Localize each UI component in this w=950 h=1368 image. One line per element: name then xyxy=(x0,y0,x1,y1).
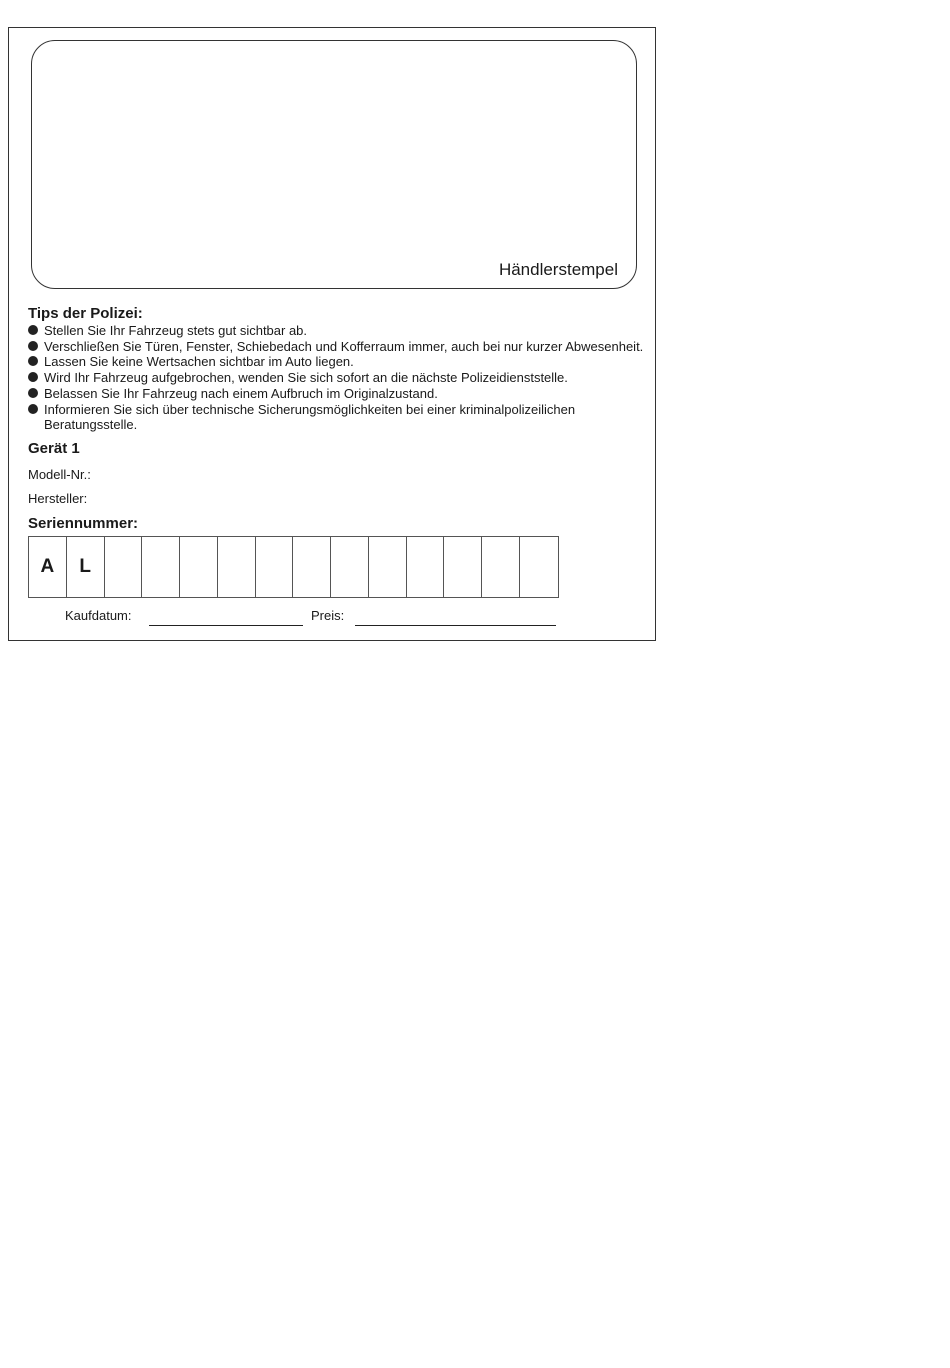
serial-digit-cell[interactable] xyxy=(331,537,369,597)
tips-list xyxy=(28,323,658,433)
serial-digit-cell[interactable]: A xyxy=(29,537,67,597)
bullet-icon xyxy=(28,356,38,366)
tip-item xyxy=(28,370,658,386)
tip-item xyxy=(28,386,658,402)
tip-text: Verschließen Sie Türen, Fenster, Schiebedach und Kofferraum immer, auch bei nur kurzer Abwesenheit. xyxy=(44,338,644,354)
serial-digit-cell[interactable] xyxy=(520,537,558,597)
tips-title: Tips der Polizei: xyxy=(28,305,143,322)
serial-digit-cell[interactable] xyxy=(256,537,294,597)
tip-text: Lassen Sie keine Wertsachen sichtbar im Auto liegen. xyxy=(44,354,354,370)
tip-item xyxy=(28,402,658,433)
model-number-label: Modell-Nr.: xyxy=(28,467,91,482)
device-title: Gerät 1 xyxy=(28,440,80,457)
price-line xyxy=(355,625,556,626)
tip-item xyxy=(28,323,658,339)
bullet-icon xyxy=(28,372,38,382)
price-label: Preis: xyxy=(311,608,345,623)
bullet-icon xyxy=(28,325,38,335)
bullet-icon xyxy=(28,404,38,414)
serial-number-title: Seriennummer: xyxy=(28,515,139,532)
serial-digit-cell[interactable] xyxy=(407,537,445,597)
manufacturer-label: Hersteller: xyxy=(28,491,88,506)
serial-digit-cell[interactable] xyxy=(482,537,520,597)
dealer-stamp-label: Händlerstempel xyxy=(498,260,618,279)
purchase-date-line xyxy=(149,625,303,626)
serial-digit-cell[interactable]: L xyxy=(67,537,105,597)
purchase-date-label: Kaufdatum: xyxy=(65,608,132,623)
tip-text: Informieren Sie sich über technische Sicherungsmöglichkeiten bei einer kriminalpolizeilichen Beratungsstelle. xyxy=(44,401,576,433)
serial-digit-cell[interactable] xyxy=(180,537,218,597)
tip-text: Wird Ihr Fahrzeug aufgebrochen, wenden Sie sich sofort an die nächste Polizeidienststelle. xyxy=(44,370,568,386)
serial-digit-cell[interactable] xyxy=(293,537,331,597)
tip-item xyxy=(28,339,658,355)
serial-digit-cell[interactable] xyxy=(218,537,256,597)
serial-digit-cell[interactable] xyxy=(444,537,482,597)
serial-digit-cell[interactable] xyxy=(142,537,180,597)
tip-item xyxy=(28,354,658,370)
serial-number-grid xyxy=(28,536,559,598)
dealer-stamp-box xyxy=(31,40,637,289)
bullet-icon xyxy=(28,341,38,351)
serial-digit-cell[interactable] xyxy=(105,537,143,597)
bullet-icon xyxy=(28,388,38,398)
serial-digit-cell[interactable] xyxy=(369,537,407,597)
tip-text: Stellen Sie Ihr Fahrzeug stets gut sichtbar ab. xyxy=(44,323,308,338)
registration-card xyxy=(8,27,656,641)
tip-text: Belassen Sie Ihr Fahrzeug nach einem Aufbruch im Originalzustand. xyxy=(44,385,438,401)
